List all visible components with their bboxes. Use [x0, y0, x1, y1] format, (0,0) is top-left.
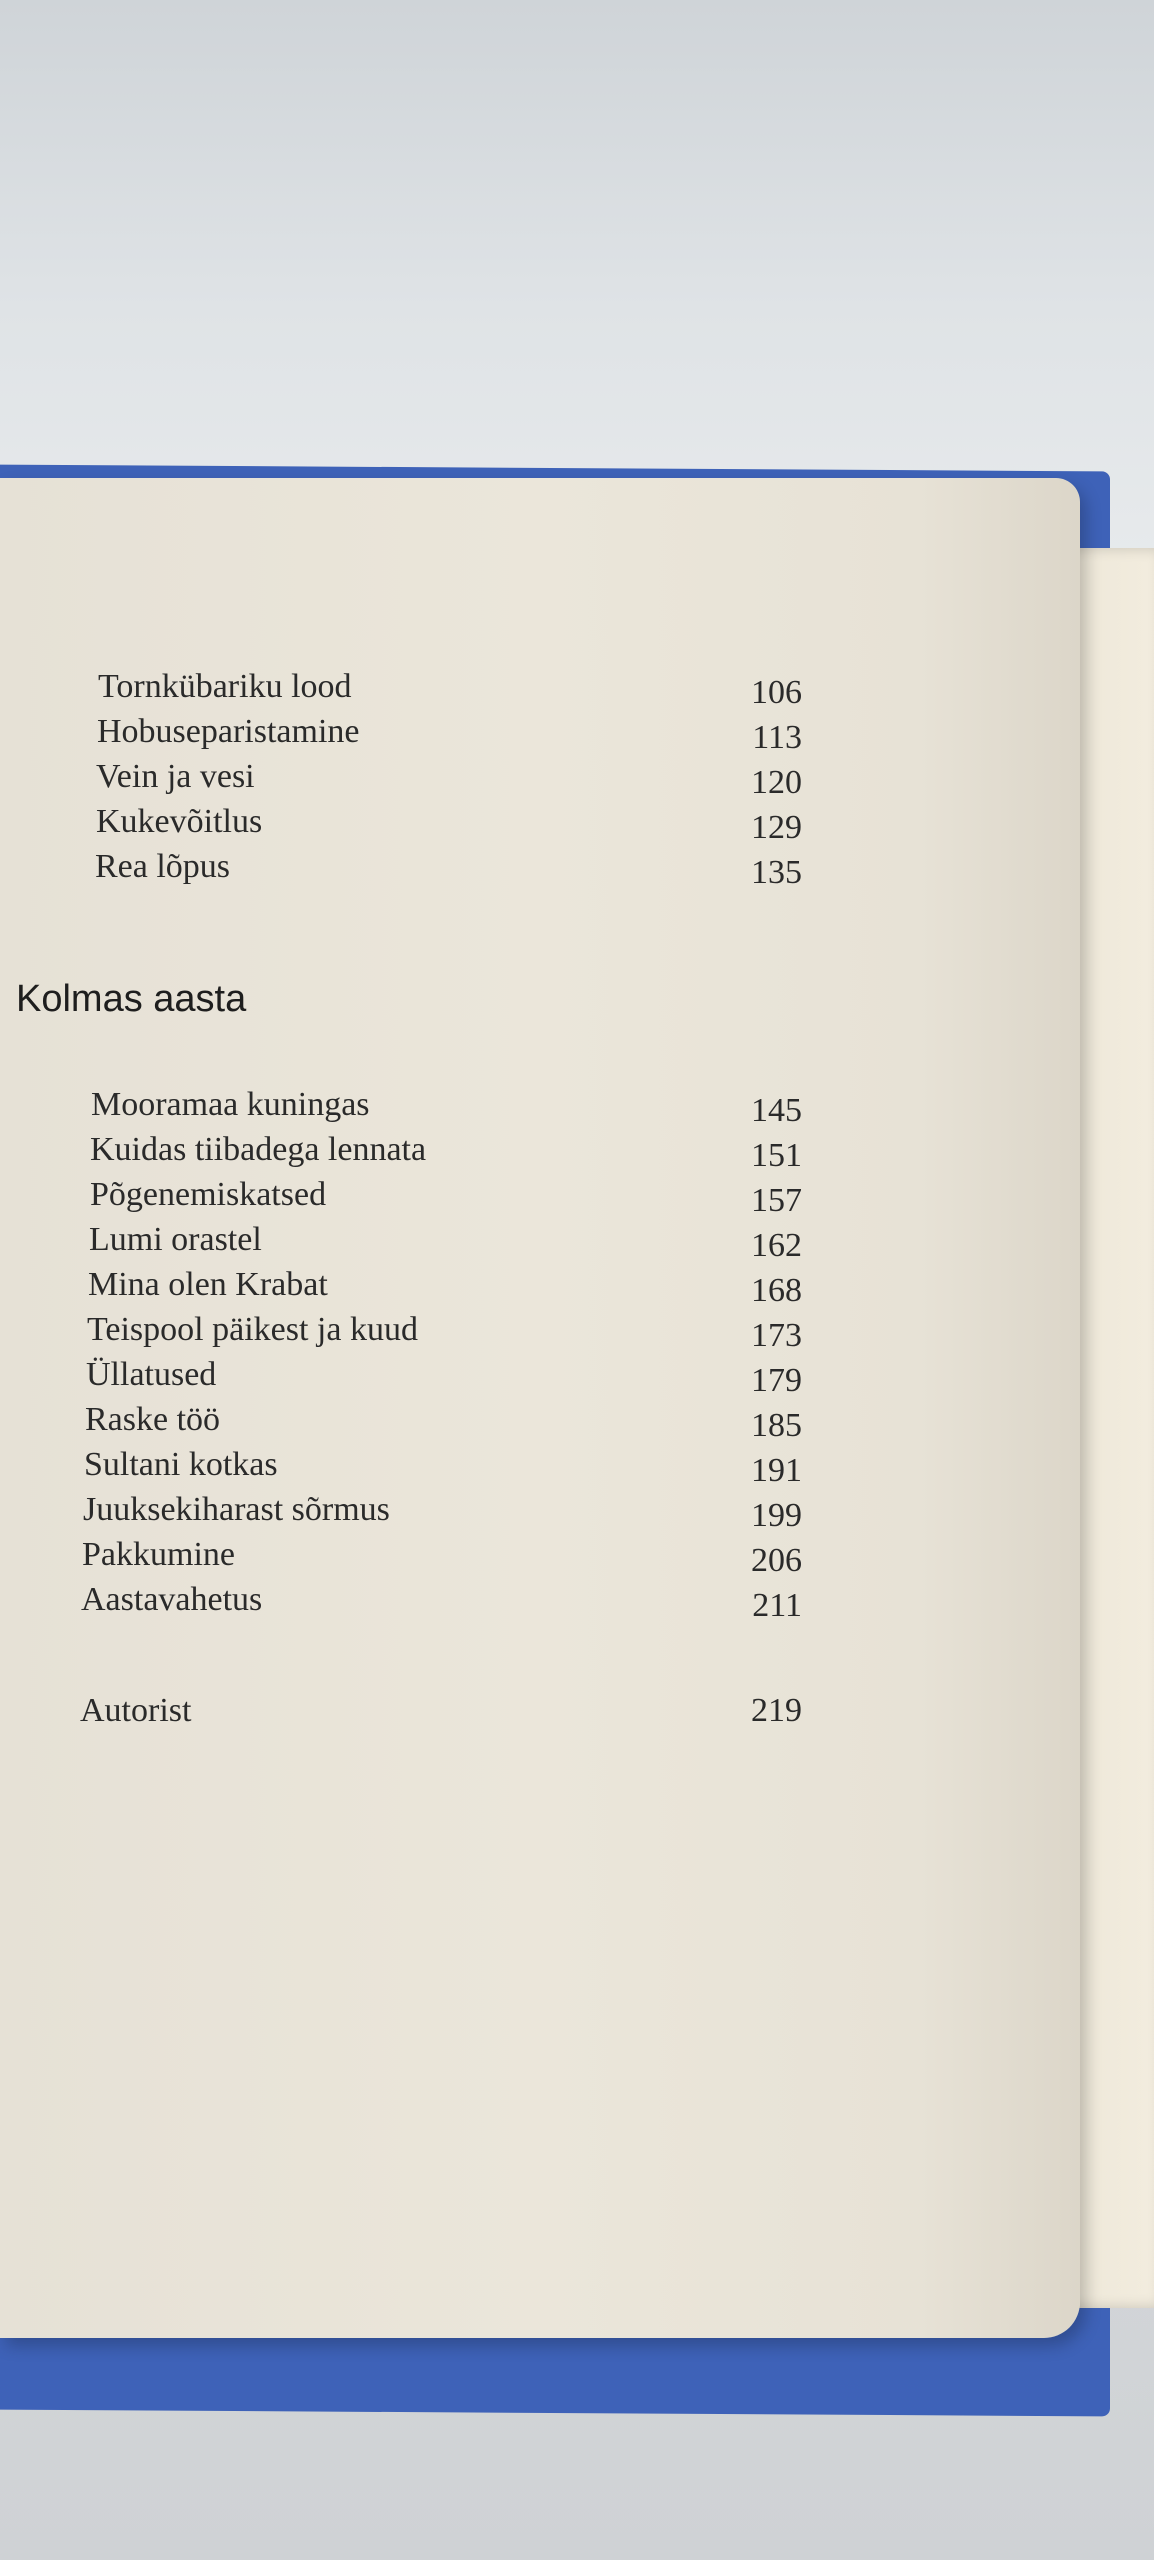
toc-entry-title: Kuidas tiibadega lennata: [90, 1131, 427, 1168]
toc-entry-title: Juuksekiharast sõrmus: [83, 1491, 390, 1528]
toc-list-part-three: [0, 1082, 1080, 1622]
toc-entry-page: 173: [751, 1317, 802, 1354]
toc-entry-page: 199: [751, 1497, 802, 1534]
toc-entry: [0, 1217, 1080, 1262]
toc-entry-page: 211: [752, 1587, 802, 1624]
toc-entry: [0, 1532, 1080, 1577]
toc-entry-title: Mooramaa kuningas: [91, 1086, 370, 1123]
toc-list-part-two: [0, 664, 1080, 889]
toc-entry: [0, 1397, 1080, 1442]
toc-entry-title: Autorist: [80, 1692, 192, 1729]
toc-entry: [0, 1127, 1080, 1172]
toc-entry-title: Teispool päikest ja kuud: [87, 1311, 418, 1348]
toc-entry-title: Lumi orastel: [89, 1221, 262, 1258]
toc-entry: [0, 1442, 1080, 1487]
toc-entry-title: Üllatused: [86, 1356, 217, 1393]
toc-entry: [0, 664, 1080, 709]
toc-entry: [0, 844, 1080, 889]
toc-entry-page: 106: [751, 674, 802, 711]
toc-entry-title: Põgenemiskatsed: [90, 1176, 327, 1213]
toc-entry: [0, 709, 1080, 754]
toc-entry-title: Sultani kotkas: [84, 1446, 278, 1483]
toc-entry-page: 162: [751, 1227, 802, 1264]
toc-entry-page: 129: [751, 809, 802, 846]
toc-entry-page: 206: [751, 1542, 802, 1579]
toc-entry-title: Pakkumine: [82, 1536, 235, 1573]
toc-entry-title: Kukevõitlus: [96, 803, 263, 840]
toc-entry-page: 219: [751, 1692, 802, 1729]
toc-entry: [0, 1082, 1080, 1127]
toc-entry-title: Tornkübariku lood: [98, 668, 352, 705]
toc-entry: [0, 754, 1080, 799]
toc-list-afterword: [0, 1688, 1080, 1733]
toc-entry: [0, 1688, 1080, 1733]
toc-entry-title: Raske töö: [85, 1401, 221, 1438]
toc-entry: [0, 1352, 1080, 1397]
toc-entry-page: 157: [751, 1182, 802, 1219]
book-page: [0, 478, 1080, 2338]
toc-entry: [0, 1262, 1080, 1307]
toc-entry-page: 145: [751, 1092, 802, 1129]
toc-entry-title: Mina olen Krabat: [88, 1266, 328, 1303]
toc-entry-page: 191: [751, 1452, 802, 1489]
toc-entry: [0, 799, 1080, 844]
toc-entry: [0, 1487, 1080, 1532]
toc-entry-page: 179: [751, 1362, 802, 1399]
toc-entry: [0, 1307, 1080, 1352]
toc-entry-page: 185: [751, 1407, 802, 1444]
toc-entry-title: Rea lõpus: [95, 848, 231, 885]
toc-entry: [0, 1577, 1080, 1622]
section-heading: Kolmas aasta: [16, 978, 247, 1020]
toc-entry-page: 135: [751, 854, 802, 891]
toc-entry-title: Hobuseparistamine: [97, 713, 360, 750]
toc-entry-title: Vein ja vesi: [96, 758, 255, 795]
toc-entry-page: 151: [751, 1137, 802, 1174]
toc-entry-title: Aastavahetus: [81, 1581, 263, 1618]
toc-entry: [0, 1172, 1080, 1217]
toc-entry-page: 120: [751, 764, 802, 801]
toc-entry-page: 168: [751, 1272, 802, 1309]
toc-entry-page: 113: [752, 719, 802, 756]
